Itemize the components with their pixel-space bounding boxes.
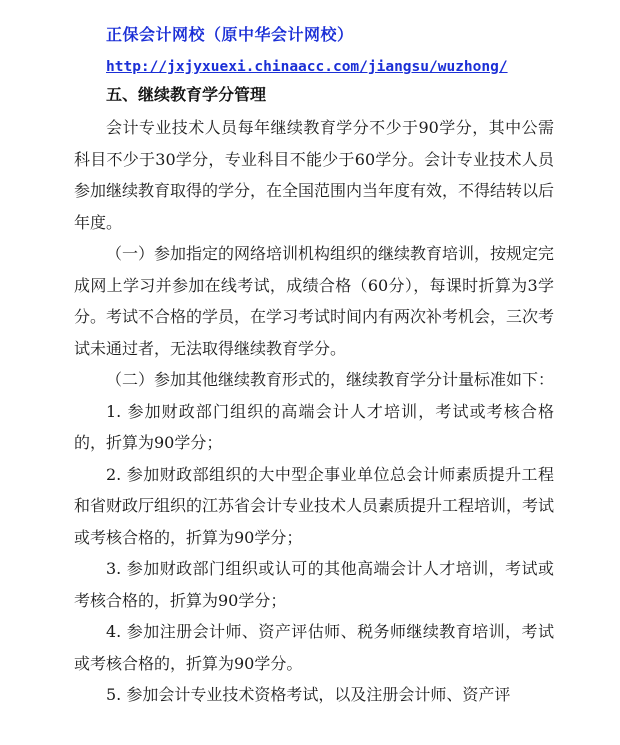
paragraph-other-forms: （二）参加其他继续教育形式的，继续教育学分计量标准如下：	[106, 370, 555, 389]
list-item-2: 2. 参加财政部组织的大中型企事业单位总会计师素质提升工程和省财政厅组织的江苏省会计专业技术人员素质提升工程培训，考试或考核合格的，折算为90学分；	[74, 464, 555, 547]
school-url-link[interactable]: http://jxjyxuexi.chinaacc.com/jiangsu/wuzhong/	[106, 59, 508, 75]
list-item-1: 1. 参加财政部门组织的高端会计人才培训，考试或考核合格的，折算为90学分；	[74, 401, 554, 452]
list-item-4: 4. 参加注册会计师、资产评估师、税务师继续教育培训，考试或考核合格的，折算为90学分。	[74, 622, 554, 673]
paragraph-online-training: （一）参加指定的网络培训机构组织的继续教育培训，按规定完成网上学习并参加在线考试，成绩合格（60分），每课时折算为3学分。考试不合格的学员，在学习考试时间内有两次补考机会，三次考试未通过者，无法取得继续教育学分。	[74, 244, 555, 358]
paragraph-credit-requirement: 会计专业技术人员每年继续教育学分不少于90学分，其中公需科目不少于30学分，专业科目不能少于60学分。会计专业技术人员参加继续教育取得的学分，在全国范围内当年度有效，不得结转以后年度。	[74, 118, 555, 232]
school-name: 正保会计网校（原中华会计网校）	[106, 25, 354, 44]
section-heading: 五、继续教育学分管理	[106, 85, 267, 104]
list-item-3: 3. 参加财政部门组织或认可的其他高端会计人才培训，考试或考核合格的，折算为90学分；	[74, 559, 554, 610]
list-item-5: 5. 参加会计专业技术资格考试，以及注册会计师、资产评	[106, 685, 511, 704]
